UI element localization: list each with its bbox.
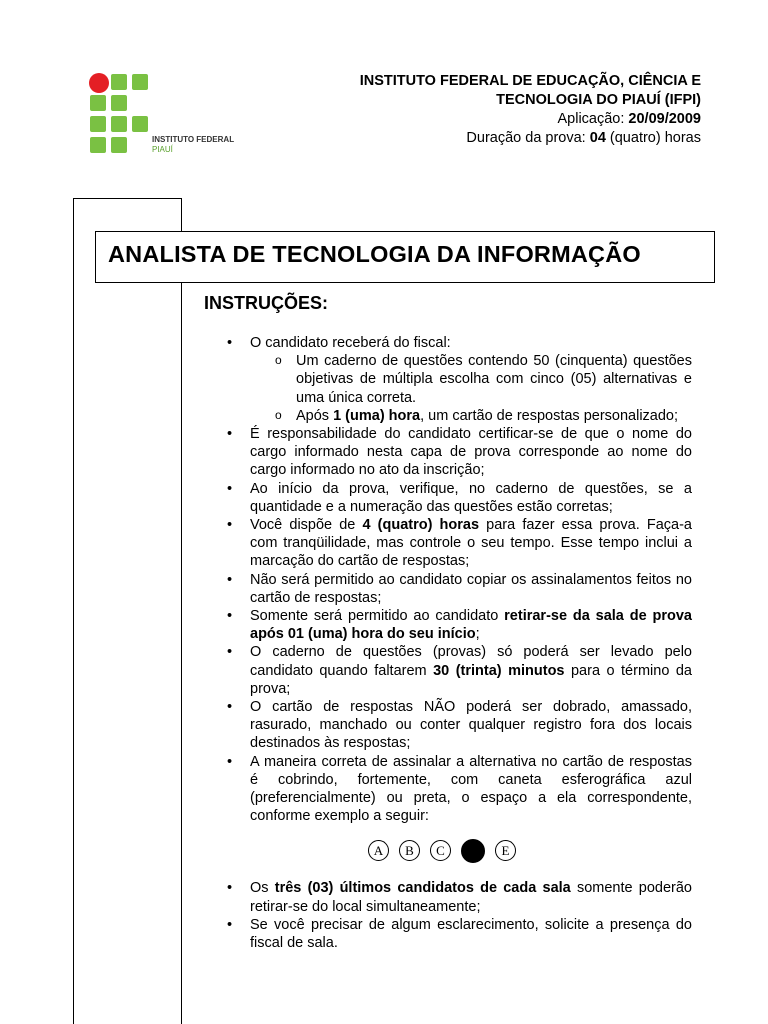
bubble-c: C bbox=[430, 840, 451, 861]
left-frame bbox=[73, 198, 182, 1024]
header bbox=[360, 72, 701, 148]
list-item: • O cartão de respostas NÃO poderá ser dobrado, amassado, rasurado, manchado ou conter qualquer registro fora dos locais destinados às respostas; bbox=[202, 698, 692, 753]
instructions-list bbox=[202, 334, 692, 952]
list-item: • É responsabilidade do candidato certificar-se de que o nome do cargo informado nesta capa de prova corresponde ao nome do cargo informado no ato da inscrição; bbox=[202, 425, 692, 480]
institution-name-line2: TECNOLOGIA DO PIAUÍ (IFPI) bbox=[496, 92, 701, 108]
list-item: • A maneira correta de assinalar a alternativa no cartão de respostas é cobrindo, fortemente, com caneta esferográfica azul (preferencialmente) ou preta, o espaço a ela correspondente, conforme exemplo a seguir: A B C E bbox=[202, 753, 692, 880]
list-item: • Se você precisar de algum esclarecimento, solicite a presença do fiscal de sala. bbox=[202, 916, 692, 952]
institution-name-line1: INSTITUTO FEDERAL DE EDUCAÇÃO, CIÊNCIA E bbox=[359, 73, 701, 89]
list-item: • Não será permitido ao candidato copiar os assinalamentos feitos no cartão de respostas; bbox=[202, 571, 692, 607]
svg-text:INSTITUTO FEDERAL: INSTITUTO FEDERAL bbox=[152, 135, 235, 144]
bubble-b: B bbox=[399, 840, 420, 861]
bubble-a: A bbox=[368, 840, 389, 861]
instructions-heading: INSTRUÇÕES: bbox=[204, 293, 329, 313]
exam-title-box bbox=[95, 231, 715, 283]
list-item: • Ao início da prova, verifique, no caderno de questões, se a quantidade e a numeração das questões estão corretas; bbox=[202, 480, 692, 516]
exam-title: ANALISTA DE TECNOLOGIA DA INFORMAÇÃO bbox=[108, 241, 641, 267]
svg-text:PIAUÍ: PIAUÍ bbox=[152, 145, 173, 154]
sub-list-item: o Um caderno de questões contendo 50 (cinquenta) questões objetivas de múltipla escolha com cinco (05) alternativas e uma única correta. bbox=[250, 352, 692, 407]
answer-example bbox=[250, 825, 692, 879]
list-item: • Você dispõe de 4 (quatro) horas para fazer essa prova. Faça-a com tranqüilidade, mas controle o seu tempo. Esse tempo inclui a marcação do cartão de respostas; bbox=[202, 516, 692, 571]
list-item: • Os três (03) últimos candidatos de cada sala somente poderão retirar-se do local simultaneamente; bbox=[202, 879, 692, 915]
instructions-panel bbox=[182, 283, 722, 1024]
application-date-line: Aplicação: 20/09/2009 bbox=[557, 111, 701, 127]
list-item: • O caderno de questões (provas) só poderá ser levado pelo candidato quando faltarem 30 (trinta) minutos para o término da prova; bbox=[202, 643, 692, 698]
exam-duration-line: Duração da prova: 04 (quatro) horas bbox=[466, 130, 701, 146]
list-item: • O candidato receberá do fiscal: o Um caderno de questões contendo 50 (cinquenta) questões objetivas de múltipla escolha com cinco (05) alternativas e uma única correta. o Após 1 (uma) hora, um cartão de respostas personalizado; bbox=[202, 334, 692, 425]
bubble-d-filled bbox=[461, 839, 485, 863]
list-item: • Somente será permitido ao candidato retirar-se da sala de prova após 01 (uma) hora do seu início; bbox=[202, 607, 692, 643]
bubble-e: E bbox=[495, 840, 516, 861]
ifpi-logo bbox=[86, 72, 246, 158]
sub-list-item: o Após 1 (uma) hora, um cartão de respostas personalizado; bbox=[250, 407, 692, 425]
logo-red-circle bbox=[89, 73, 109, 93]
